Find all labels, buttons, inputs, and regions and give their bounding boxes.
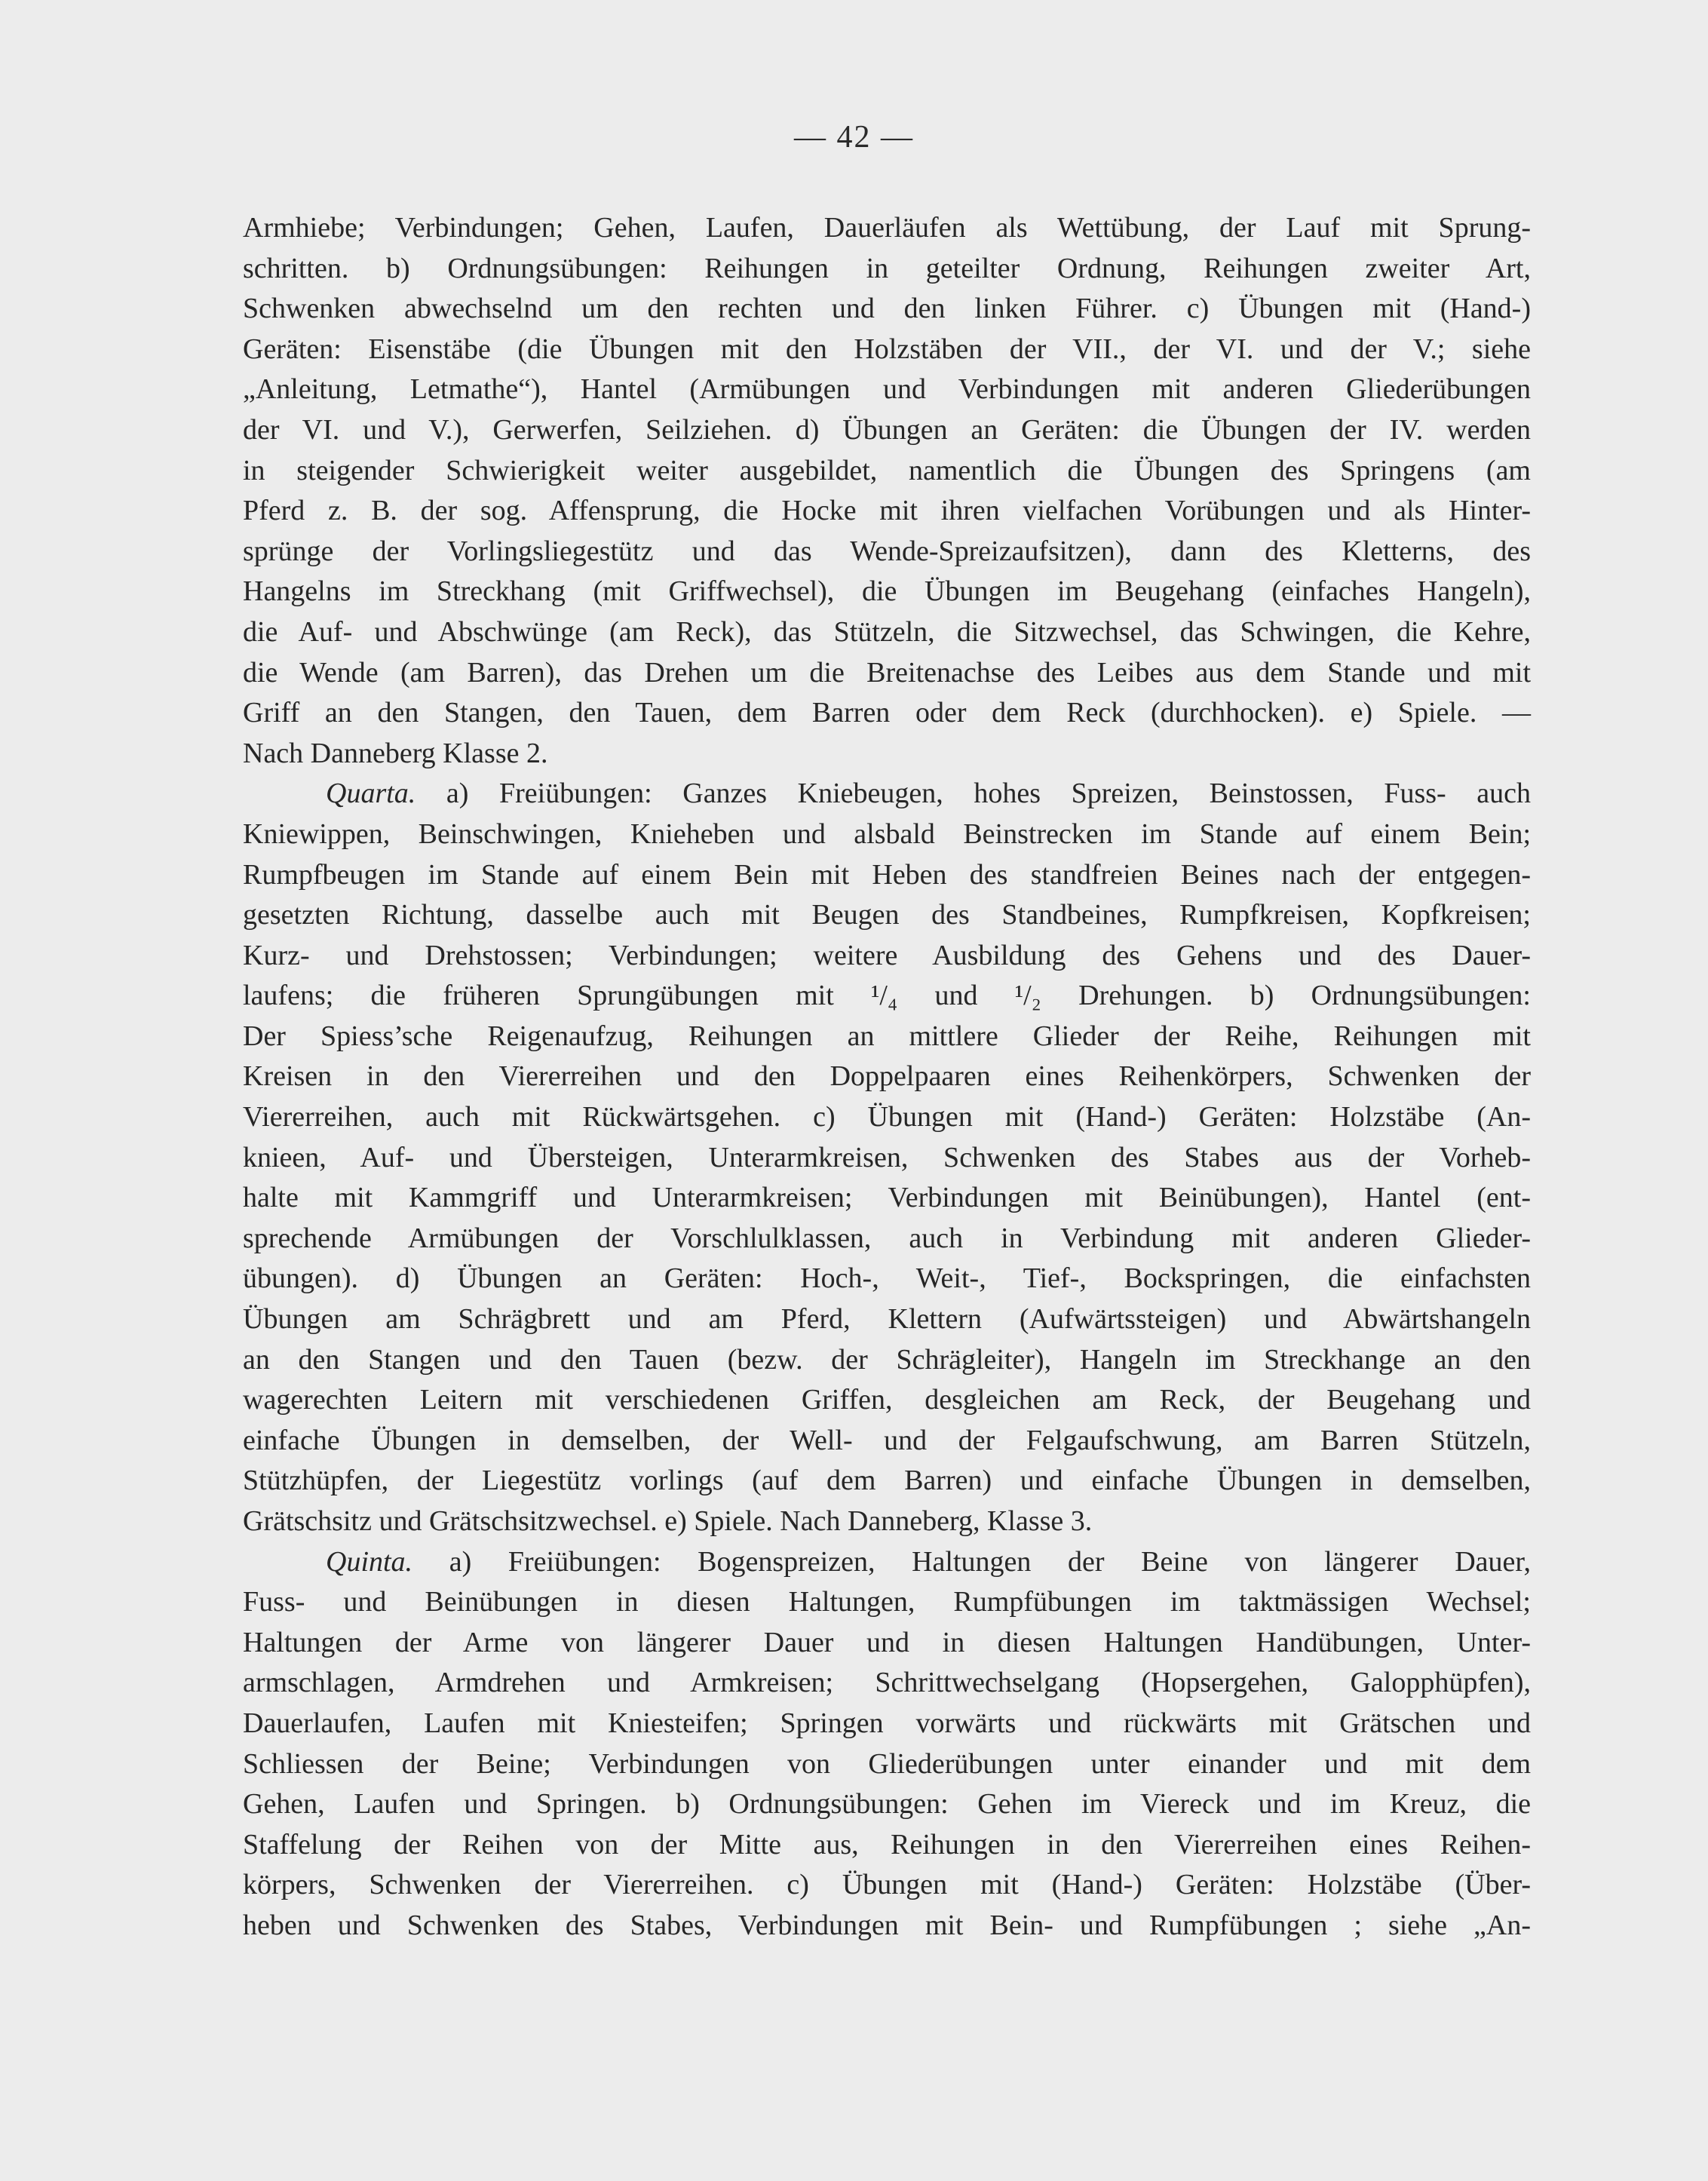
text-line: Viererreihen, auch mit Rückwärtsgehen. c) Übungen mit (Hand-) Geräten: Holzstäbe (An- (243, 1101, 1531, 1133)
text-line: Nach Danneberg Klasse 2. (243, 737, 548, 769)
text-line: gesetzten Richtung, dasselbe auch mit Beugen des Standbeines, Rumpfkreisen, Kopfkreisen; (243, 899, 1531, 931)
text-line: die Auf- und Abschwünge (am Reck), das Stützeln, die Sitzwechsel, das Schwingen, die Kehre, (243, 615, 1531, 648)
page-number: — 42 — (794, 120, 914, 155)
text-line: schritten. b) Ordnungsübungen: Reihungen in geteilter Ordnung, Reihungen zweiter Art, (243, 252, 1531, 284)
body-text (243, 208, 1531, 1946)
quinta-label: Quinta. (326, 1545, 413, 1578)
text-line: Stützhüpfen, der Liegestütz vorlings (auf dem Barren) und einfache Übungen in demselben, (243, 1465, 1531, 1497)
text-line: Gehen, Laufen und Springen. b) Ordnungsübungen: Gehen im Viereck und im Kreuz, die (243, 1788, 1531, 1821)
text-line: Schliessen der Beine; Verbindungen von Gliederübungen unter einander und mit dem (243, 1747, 1531, 1780)
text-line: Kreisen in den Viererreihen und den Doppelpaaren eines Reihenkörpers, Schwenken der (243, 1060, 1531, 1093)
text-line: Geräten: Eisenstäbe (die Übungen mit den Holzstäben der VII., der VI. und der V.; siehe (243, 333, 1531, 365)
quarta-first-line (243, 774, 1531, 814)
text-line: die Wende (am Barren), das Drehen um die Breitenachse des Leibes aus dem Stande und mit (243, 656, 1531, 689)
text-line: Armhiebe; Verbindungen; Gehen, Laufen, Dauerläufen als Wettübung, der Lauf mit Sprung- (243, 212, 1531, 244)
text-line: Dauerlaufen, Laufen mit Kniesteifen; Springen vorwärts und rückwärts mit Grätschen und (243, 1707, 1531, 1739)
text-line: heben und Schwenken des Stabes, Verbindungen mit Bein- und Rumpfübungen ; siehe „An- (243, 1909, 1531, 1941)
quinta-first-line-text: a) Freiübungen: Bogenspreizen, Haltungen der Beine von längerer Dauer, (449, 1545, 1531, 1578)
text-line: Kurz- und Drehstossen; Verbindungen; weitere Ausbildung des Gehens und des Dauer- (243, 939, 1531, 971)
text-line: sprechende Armübungen der Vorschlulklassen, auch in Verbindung mit anderen Glieder- (243, 1222, 1531, 1254)
text-line: der VI. und V.), Gerwerfen, Seilziehen. d) Übungen an Geräten: die Übungen der IV. werden (243, 413, 1531, 446)
text-line: übungen). d) Übungen an Geräten: Hoch-, Weit-, Tief-, Bockspringen, die einfachsten (243, 1262, 1531, 1295)
text-line: halte mit Kammgriff und Unterarmkreisen; Verbindungen mit Beinübungen), Hantel (ent- (243, 1182, 1531, 1214)
text-line: Griff an den Stangen, den Tauen, dem Barren oder dem Reck (durchhocken). e) Spiele. — (243, 697, 1531, 729)
quarta-first-line-text: a) Freiübungen: Ganzes Kniebeugen, hohes Spreizen, Beinstossen, Fuss- auch (446, 778, 1532, 810)
text-line: körpers, Schwenken der Viererreihen. c) Übungen mit (Hand-) Geräten: Holzstäbe (Über- (243, 1869, 1531, 1901)
text-line: einfache Übungen in demselben, der Well- und der Felgaufschwung, am Barren Stützeln, (243, 1424, 1531, 1456)
text-line: Fuss- und Beinübungen in diesen Haltungen, Rumpfübungen im taktmässigen Wechsel; (243, 1586, 1531, 1618)
text-line: Übungen am Schrägbrett und am Pferd, Klettern (Aufwärtssteigen) und Abwärtshangeln (243, 1303, 1531, 1336)
text-line: an den Stangen und den Tauen (bezw. der Schrägleiter), Hangeln im Streckhange an den (243, 1343, 1531, 1376)
text-line: Kniewippen, Beinschwingen, Knieheben und alsbald Beinstrecken im Stande auf einem Bein; (243, 817, 1531, 850)
text-line: sprünge der Vorlingsliegestütz und das Wende-Spreizaufsitzen), dann des Kletterns, des (243, 535, 1531, 567)
text-line: Der Spiess’sche Reigenaufzug, Reihungen an mittlere Glieder der Reihe, Reihungen mit (243, 1020, 1531, 1052)
text-line: armschlagen, Armdrehen und Armkreisen; Schrittwechselgang (Hopsergehen, Galopphüpfen), (243, 1667, 1531, 1699)
text-line: Staffelung der Reihen von der Mitte aus, Reihungen in den Viererreihen eines Reihen- (243, 1828, 1531, 1860)
text-line: wagerechten Leitern mit verschiedenen Griffen, desgleichen am Reck, der Beugehang und (243, 1384, 1531, 1416)
text-line: Grätschsitz und Grätschsitzwechsel. e) Spiele. Nach Danneberg, Klasse 3. (243, 1505, 1093, 1537)
text-line: in steigender Schwierigkeit weiter ausgebildet, namentlich die Übungen des Springens (am (243, 454, 1531, 486)
text-line: Haltungen der Arme von längerer Dauer und in diesen Haltungen Handübungen, Unter- (243, 1626, 1531, 1658)
text-line: Schwenken abwechselnd um den rechten und den linken Führer. c) Übungen mit (Hand-) (243, 293, 1531, 325)
text-line: „Anleitung, Letmathe“), Hantel (Armübungen und Verbindungen mit anderen Gliederübungen (243, 373, 1531, 406)
quarta-label: Quarta. (326, 778, 416, 810)
text-line: Rumpfbeugen im Stande auf einem Bein mit Heben des standfreien Beines nach der entgegen- (243, 858, 1531, 891)
text-line: laufens; die früheren Sprungübungen mit ¹/₄ und ¹/₂ Drehungen. b) Ordnungsübungen: (243, 980, 1531, 1012)
quinta-first-line (243, 1542, 1531, 1583)
text-line: Hangelns im Streckhang (mit Griffwechsel), die Übungen im Beugehang (einfaches Hangeln), (243, 575, 1531, 608)
text-line: Pferd z. B. der sog. Affensprung, die Hocke mit ihren vielfachen Vorübungen und als Hinter- (243, 495, 1531, 527)
text-line: knieen, Auf- und Übersteigen, Unterarmkreisen, Schwenken des Stabes aus der Vorheb- (243, 1141, 1531, 1173)
